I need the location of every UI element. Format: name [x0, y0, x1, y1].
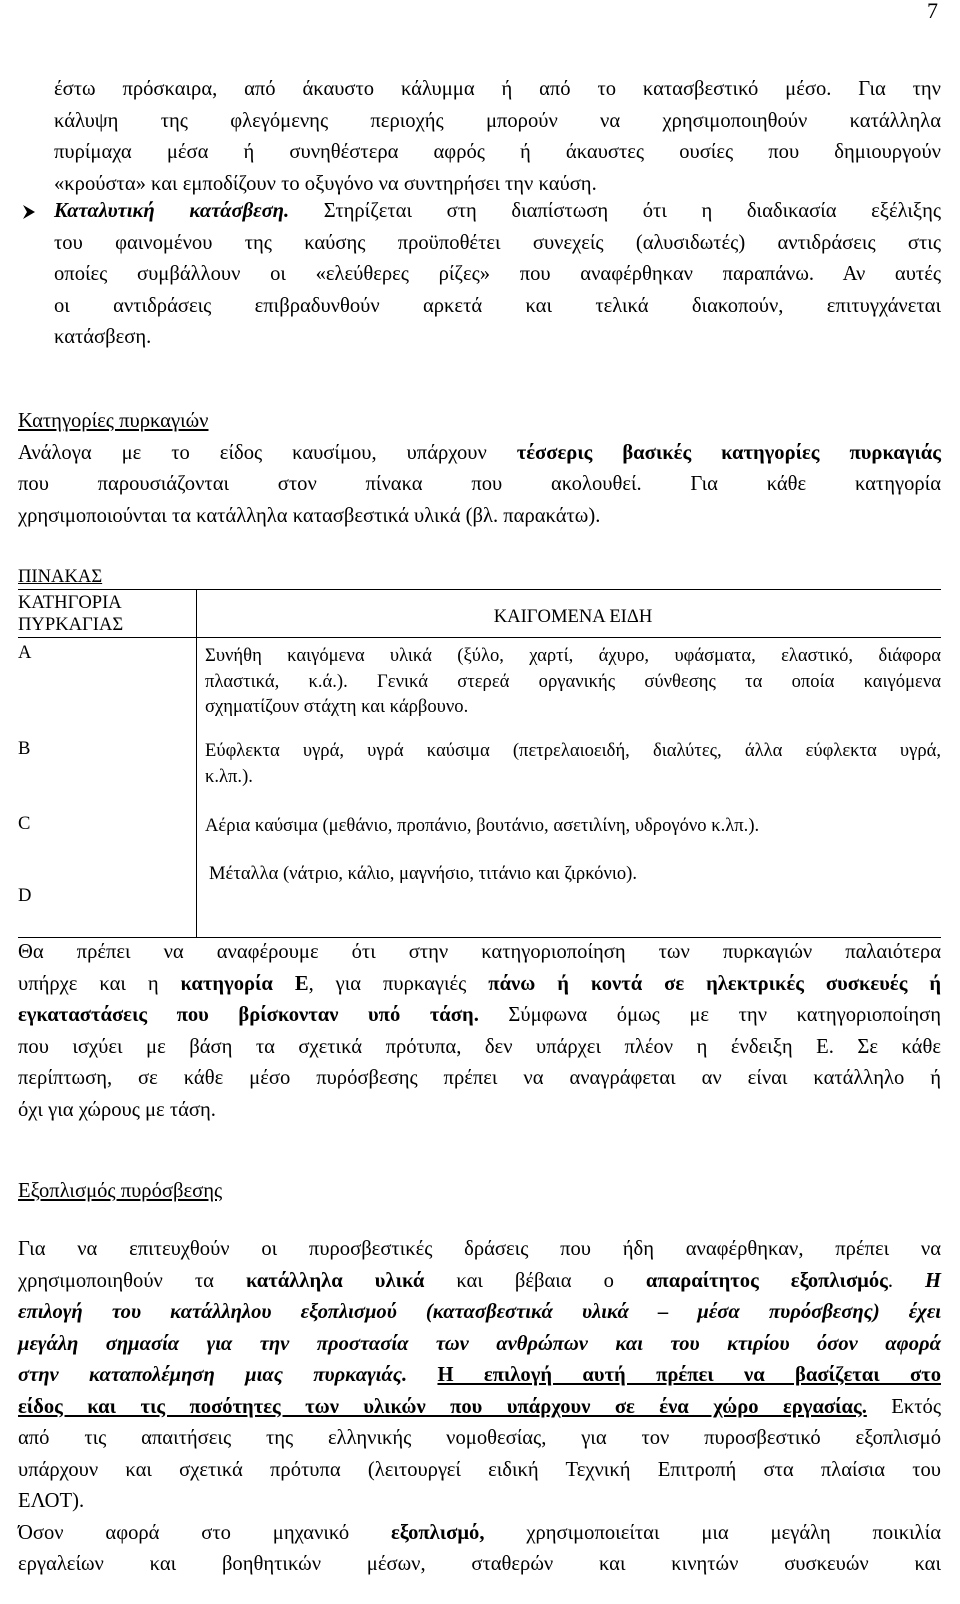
intro-line: πυρίμαχα μέσα ή συνηθέστερα αφρός ή άκαυστες ουσίες που δημιουργούν — [54, 141, 941, 163]
catalytic-line: του φαινομένου της καύσης προϋποθέτει συνεχείς (αλυσιδωτές) αντιδράσεις στις — [54, 231, 941, 254]
equipment-line: επιλογή του κατάλληλου εξοπλισμού (κατασβεστικά υλικά – μέσα πυρόσβεσης) έχει — [18, 1301, 941, 1323]
equipment-line — [18, 1392, 941, 1424]
equipment-text: και βέβαια ο — [424, 1269, 646, 1292]
equipment-bold: κατάλληλα υλικά — [245, 1269, 425, 1292]
row-category: A — [18, 638, 197, 739]
equipment-line — [18, 1360, 941, 1392]
equipment-line: Για να επιτευχθούν οι πυροσβεστικές δράσεις που ήδη αναφέρθηκαν, πρέπει να — [18, 1238, 941, 1260]
equipment-bold-italic: στην καταπολέμηση μιας πυρκαγιάς. — [18, 1364, 408, 1386]
equipment-heading-block — [18, 1176, 941, 1208]
categories-line: χρησιμοποιούνται τα κατάλληλα κατασβεστικά υλικά (βλ. παρακάτω). — [18, 504, 601, 527]
equipment-text — [407, 1364, 437, 1386]
row-description-line: Αέρια καύσιμα (μεθάνιο, προπάνιο, βουτάνιο, ασετιλίνη, υδρογόνο κ.λπ.). — [205, 815, 760, 836]
equipment-text: Εκτός — [866, 1395, 941, 1418]
note-line: Θα πρέπει να αναφέρουμε ότι στην κατηγοριοποίηση των πυρκαγιών παλαιότερα — [18, 941, 941, 963]
equipment-line: ΕΛΟΤ). — [18, 1490, 85, 1512]
catalytic-line: οι αντιδράσεις επιβραδυνθούν αρκετά και τελικά διακοπούν, επιτυγχάνεται — [54, 294, 941, 317]
note-line — [18, 1000, 941, 1032]
note-line: που ισχύει με βάση τα σχετικά πρότυπα, δεν υπάρχει πλέον η ένδειξη Ε. Σε κάθε — [18, 1035, 941, 1058]
equipment-text: χρησιμοποιηθούν τα — [18, 1269, 246, 1292]
note-bold: εγκαταστάσεις που βρίσκονταν υπό τάση. — [18, 1004, 479, 1026]
equipment-text: χρησιμοποιείται μια μεγάλη ποικιλία — [484, 1521, 941, 1544]
note-text: , για πυρκαγιές — [308, 972, 489, 995]
table-row — [18, 811, 941, 857]
note-bold: κατηγορία Ε — [180, 972, 309, 995]
equipment-paragraph — [18, 1234, 941, 1581]
categories-line — [18, 438, 941, 470]
row-description-line: Συνήθη καιγόμενα υλικά (ξύλο, χαρτί, άχυρο, υφάσματα, ελαστικό, διάφορα — [205, 645, 941, 666]
equipment-line — [18, 1266, 941, 1298]
catalytic-line — [54, 196, 941, 228]
row-description — [197, 811, 942, 857]
note-text: Σύμφωνα όμως με την κατηγοριοποίηση — [478, 1004, 941, 1026]
catalytic-title: Καταλυτική κατάσβεση. — [54, 200, 290, 222]
equipment-bold: εξοπλισμό, — [390, 1521, 485, 1544]
note-paragraph — [18, 937, 941, 1126]
intro-line: «κρούστα» και εμποδίζουν το οξυγόνο να συντηρήσει την καύση. — [54, 172, 597, 195]
catalytic-line: κατάσβεση. — [54, 326, 152, 348]
catalytic-line: οποίες συμβάλλουν οι «ελεύθερες ρίζες» που αναφέρθηκαν παραπάνω. Αν αυτές — [54, 263, 941, 285]
row-category: B — [18, 738, 197, 811]
note-line — [18, 969, 941, 1001]
catalytic-paragraph — [54, 196, 941, 354]
equipment-text: . — [887, 1269, 925, 1292]
fire-categories-table — [18, 589, 941, 938]
table-row — [18, 638, 941, 739]
header-category-line: ΚΑΤΗΓΟΡΙΑ — [18, 592, 122, 613]
row-category: D — [18, 857, 197, 938]
row-description-line: κ.λπ.). — [205, 765, 253, 787]
equipment-bold-underlined: είδος και τις ποσότητες των υλικών που υπάρχουν σε ένα χώρο εργασίας. — [18, 1395, 867, 1418]
row-description-line: σχηματίζουν στάχτη και κάρβουνο. — [205, 696, 469, 717]
row-description-line: Μέταλλα (νάτριο, κάλιο, μαγνήσιο, τιτάνιο και ζιρκόνιο). — [209, 863, 638, 884]
equipment-heading: Εξοπλισμός πυρόσβεσης — [18, 1180, 223, 1202]
header-category — [18, 590, 197, 638]
row-description — [197, 738, 942, 811]
categories-line: που παρουσιάζονται στον πίνακα που ακολουθεί. Για κάθε κατηγορία — [18, 473, 941, 495]
note-text: υπήρχε και η — [18, 972, 181, 995]
catalytic-text: Στηρίζεται στη διαπίστωση ότι η διαδικασία εξέλιξης — [289, 200, 941, 222]
note-line: όχι για χώρους με τάση. — [18, 1098, 216, 1121]
arrow-bullet-icon — [20, 203, 50, 221]
page-number: 7 — [927, 0, 938, 23]
categories-section — [18, 406, 941, 532]
table-row — [18, 738, 941, 811]
equipment-line: εργαλείων και βοηθητικών μέσων, σταθερών και κινητών συσκευών και — [18, 1553, 941, 1575]
header-category-line: ΠΥΡΚΑΓΙΑΣ — [18, 614, 124, 635]
table-row — [18, 857, 941, 938]
intro-paragraph — [54, 74, 941, 200]
header-burning-items: ΚΑΙΓΟΜΕΝΑ ΕΙΔΗ — [197, 590, 942, 638]
equipment-line: υπάρχουν και σχετικά πρότυπα (λειτουργεί ειδική Τεχνική Επιτροπή στα πλαίσια του — [18, 1458, 941, 1481]
equipment-line — [18, 1518, 941, 1550]
row-category: C — [18, 811, 197, 857]
row-description — [197, 857, 942, 938]
intro-line: έστω πρόσκαιρα, από άκαυστο κάλυμμα ή από το κατασβεστικό μέσο. Για την — [54, 78, 941, 100]
categories-heading: Κατηγορίες πυρκαγιών — [18, 410, 209, 432]
row-description-line: Εύφλεκτα υγρά, υγρά καύσιμα (πετρελαιοειδή, διαλύτες, άλλα εύφλεκτα υγρά, — [205, 740, 941, 761]
row-description-line: πλαστικά, κ.ά.). Γενικά στερεά οργανικής σύνθεσης τα οποία καιγόμενα — [205, 670, 941, 692]
intro-line: κάλυψη της φλεγόμενης περιοχής μπορούν να χρησιμοποιηθούν κατάλληλα — [54, 109, 941, 132]
equipment-bold-italic: Η — [924, 1269, 942, 1292]
categories-bold: τέσσερις βασικές κατηγορίες πυρκαγιάς — [516, 441, 941, 464]
equipment-bold-underlined: Η επιλογή αυτή πρέπει να βασίζεται στο — [437, 1364, 941, 1386]
equipment-line: μεγάλη σημασία για την προστασία των ανθρώπων και του κτιρίου όσον αφορά — [18, 1332, 941, 1355]
equipment-line: από τις απαιτήσεις της ελληνικής νομοθεσίας, για τον πυροσβεστικό εξοπλισμό — [18, 1427, 941, 1449]
equipment-bold: απαραίτητος εξοπλισμός — [645, 1269, 888, 1292]
note-bold: πάνω ή κοντά σε ηλεκτρικές συσκευές ή — [488, 972, 942, 995]
categories-text: Ανάλογα με το είδος καυσίμου, υπάρχουν — [18, 441, 517, 464]
note-line: περίπτωση, σε κάθε μέσο πυρόσβεσης πρέπει να αναγράφεται αν είναι κατάλληλο ή — [18, 1067, 941, 1089]
table-title: ΠΙΝΑΚΑΣ — [18, 566, 103, 587]
equipment-text: Όσον αφορά στο μηχανικό — [18, 1521, 391, 1544]
row-description — [197, 638, 942, 739]
table-header-row — [18, 590, 941, 638]
